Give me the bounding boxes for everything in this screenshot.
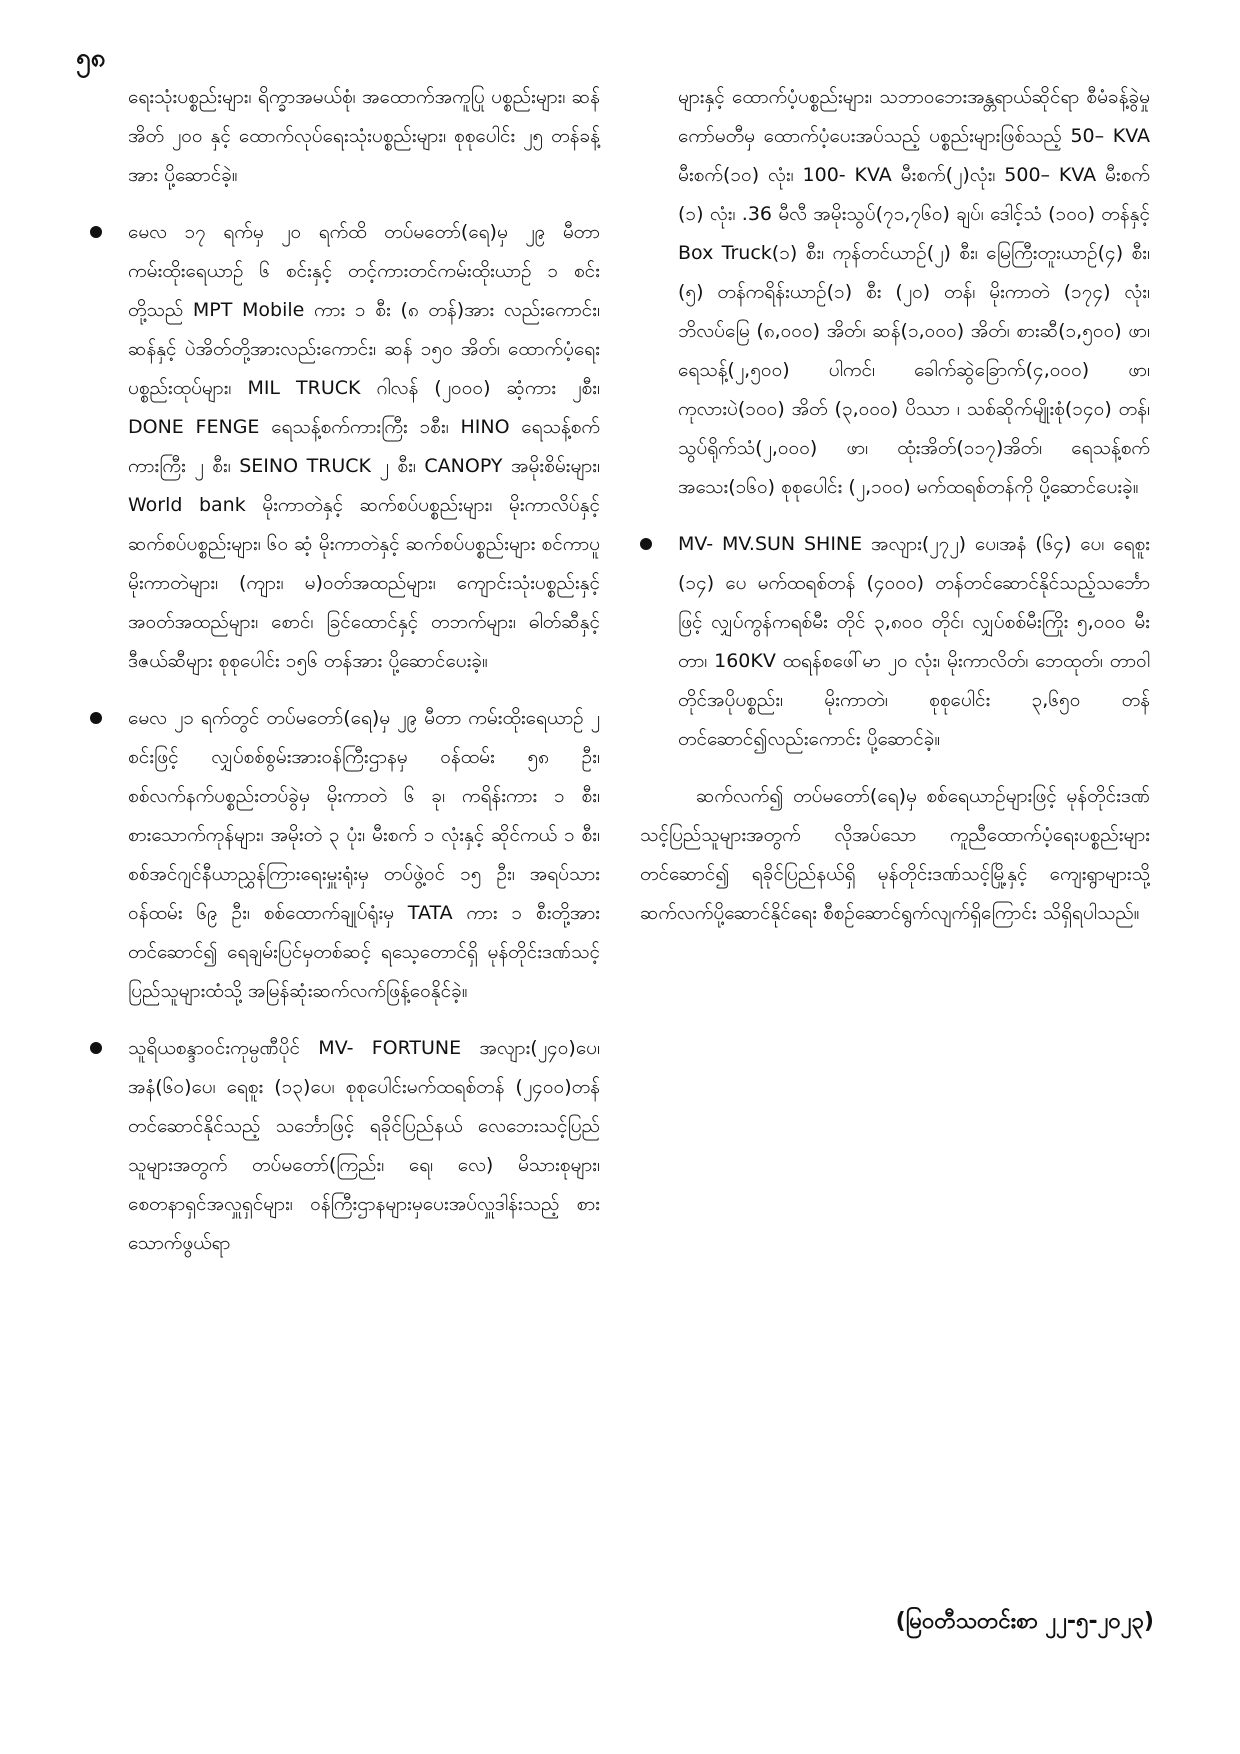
continuation-paragraph: များနှင့် ထောက်ပံ့ပစ္စည်းများ၊ သဘာဝဘေးအန္တရာယ်ဆိုင်ရာ စီမံခန့်ခွဲမှုကော်မတီမှ ထောက်ပံ့ပေးအပ်သည့် ပစ္စည်းများဖြစ်သည့် 50– KVA မီးစက်(၁၀) လုံး၊ 100- KVA မီးစက်(၂)လုံး၊ 500– KVA မီးစက် (၁) လုံး၊ .36 မီလီ အမိုးသွပ်(၇၁,၇၆၀) ချပ်၊ ဒေါင့်သံ (၁၀၀) တန်နှင့် Box Truck(၁) စီး၊ ကုန်တင်ယာဉ်(၂) စီး၊ မြေကြီးတူးယာဉ်(၄) စီး၊ (၅) တန်ကရိန်းယာဉ်(၁) စီး (၂၀) တန်၊ မိုးကာတဲ (၁၇၄) လုံး၊ ဘိလပ်မြေ (၈,၀၀၀) အိတ်၊ ဆန်(၁,၀၀၀) အိတ်၊ စားဆီ(၁,၅၀၀) ဖာ၊ ရေသန့်(၂,၅၀၀) ပါကင်၊ ခေါက်ဆွဲခြောက်(၄,၀၀၀) ဖာ၊ ကုလားပဲ(၁၀၀) အိတ် (၃,၀၀၀) ပိဿာ ၊ သစ်ဆိုက်မျိုးစုံ(၁၄၀) တန်၊ သွပ်ရိုက်သံ(၂,၀၀၀) ဖာ၊ ထုံးအိတ်(၁၁၇)အိတ်၊ ရေသန့်စက်အသေး(၁၆၀) စုစုပေါင်း (၂,၁၀၀) မက်ထရစ်တန်ကို ပို့ဆောင်ပေးခဲ့။ <box>678 86 1150 498</box>
intro-paragraph: ရေးသုံးပစ္စည်းများ၊ ရိက္ခာအမယ်စုံ၊ အထောက်အကူပြု ပစ္စည်းများ၊ ဆန်အိတ် ၂၀၀ နှင့် ထောက်လုပ်ရေးသုံးပစ္စည်းများ၊ စုစုပေါင်း ၂၅ တန်ခန့်အား ပို့ဆောင်ခဲ့။ <box>128 86 600 186</box>
bullet-item-1: မေလ ၁၇ ရက်မှ ၂၀ ရက်ထိ တပ်မတော်(ရေ)မှ ၂၉ မီတာ ကမ်းထိုးရေယာဉ် ၆ စင်းနှင့် တင့်ကားတင်ကမ်းထိုးယာဉ် ၁ စင်းတို့သည် MPT Mobile ကား ၁ စီး (၈ တန်)အား လည်းကောင်း၊ ဆန်နှင့် ပဲအိတ်တို့အားလည်းကောင်း၊ ဆန် ၁၅၀ အိတ်၊ ထောက်ပံ့ရေးပစ္စည်းထုပ်များ၊ MIL TRUCK ဂါလန် (၂၀၀၀) ဆံ့ကား ၂စီး၊ DONE FENGE ရေသန့်စက်ကားကြီး ၁စီး၊ HINO ရေသန့်စက်ကားကြီး ၂ စီး၊ SEINO TRUCK ၂ စီး၊ CANOPY အမိုးစိမ်းများ၊ World bank မိုးကာတဲနှင့် ဆက်စပ်ပစ္စည်းများ၊ မိုးကာလိပ်နှင့် ဆက်စပ်ပစ္စည်းများ၊ ၆၀ ဆံ့ မိုးကာတဲနှင့် ဆက်စပ်ပစ္စည်းများ စင်ကာပူမိုးကာတဲများ၊ (ကျား၊ မ)ဝတ်အထည်များ၊ ကျောင်းသုံးပစ္စည်းနှင့် အဝတ်အထည်များ၊ စောင်၊ ခြင်ထောင်နှင့် တဘက်များ၊ ဓါတ်ဆီနှင့် ဒီဇယ်ဆီများ စုစုပေါင်း ၁၅၆ တန်အား ပို့ဆောင်ပေးခဲ့။ <box>90 213 600 681</box>
page-number: ၅၈ <box>76 43 106 73</box>
closing-paragraph: ဆက်လက်၍ တပ်မတော်(ရေ)မှ စစ်ရေယာဉ်များဖြင့် မုန်တိုင်းဒဏ်သင့်ပြည်သူများအတွက် လိုအပ်သော ကူညီထောက်ပံ့ရေးပစ္စည်းများတင်ဆောင်၍ ရခိုင်ပြည်နယ်ရှိ မုန်တိုင်းဒဏ်သင့်မြို့နှင့် ကျေးရွာများသို့ ဆက်လက်ပို့ဆောင်နိုင်ရေး စီစဉ်ဆောင်ရွက်လျက်ရှိကြောင်း သိရှိရပါသည်။ <box>640 785 1150 924</box>
bullet-item-2: မေလ ၂၁ ရက်တွင် တပ်မတော်(ရေ)မှ ၂၉ မီတာ ကမ်းထိုးရေယာဉ် ၂ စင်းဖြင့် လျှပ်စစ်စွမ်းအားဝန်ကြီးဌာနမှ ဝန်ထမ်း ၅၈ ဦး၊ စစ်လက်နက်ပစ္စည်းတပ်ခွဲမှ မိုးကာတဲ ၆ ခု၊ ကရိန်းကား ၁ စီး၊ စားသောက်ကုန်များ၊ အမိုးတဲ ၃ ပုံး၊ မီးစက် ၁ လုံးနှင့် ဆိုင်ကယ် ၁ စီး၊ စစ်အင်ဂျင်နီယာညွှန်ကြားရေးမှူးရုံးမှ တပ်ဖွဲ့ဝင် ၁၅ ဦး၊ အရပ်သားဝန်ထမ်း ၆၉ ဦး၊ စစ်ထောက်ချုပ်ရုံးမှ TATA ကား ၁ စီးတို့အား တင်ဆောင်၍ ရေချမ်းပြင်မှတစ်ဆင့် ရသေ့တောင်ရှိ မုန်တိုင်းဒဏ်သင့်ပြည်သူများထံသို့ အမြန်ဆုံးဆက်လက်ဖြန့်ဝေနိုင်ခဲ့။ <box>90 699 600 1011</box>
left-column <box>90 78 600 1281</box>
bullet-item-3: သူရိယစန္ဒာဝင်းကုမ္ပဏီပိုင် MV- FORTUNE အလျား(၂၄၀)ပေ၊ အနံ(၆၀)ပေ၊ ရေစူး (၁၃)ပေ၊ စုစုပေါင်းမက်ထရစ်တန် (၂၄၀၀)တန်တင်ဆောင်နိုင်သည့် သင်္ဘောဖြင့် ရခိုင်ပြည်နယ် လေဘေးသင့်ပြည်သူများအတွက် တပ်မတော်(ကြည်း၊ ရေ၊ လေ) မိသားစုများ၊ စေတနာရှင်အလှူရှင်များ၊ ဝန်ကြီးဌာနများမှပေးအပ်လှူဒါန်းသည့် စားသောက်ဖွယ်ရာ <box>90 1029 600 1263</box>
bullet-item-4: MV- MV.SUN SHINE အလျား(၂၇၂) ပေ၊အနံ (၆၄) ပေ၊ ရေစူး (၁၄) ပေ မက်ထရစ်တန် (၄၀၀၀) တန်တင်ဆောင်နိုင်သည့်သင်္ဘောဖြင့် လျှပ်ကွန်ကရစ်မီး တိုင် ၃,၈၀၀ တိုင်၊ လျှပ်စစ်မီးကြိုး ၅,၀၀၀ မီးတာ၊ 160KV ထရန်စဖေါ်မာ ၂၀ လုံး၊ မိုးကာလိတ်၊ ဘေထုတ်၊ တာဝါတိုင်အပိုပစ္စည်း၊ မိုးကာတဲ၊ စုစုပေါင်း ၃,၆၅၀ တန်တင်ဆောင်၍လည်းကောင်း ပို့ဆောင်ခဲ့။ <box>640 525 1150 759</box>
source-citation: (မြဝတီသတင်းစာ ၂၂-၅-၂၀၂၃) <box>895 1609 1154 1634</box>
right-column <box>640 78 1150 933</box>
